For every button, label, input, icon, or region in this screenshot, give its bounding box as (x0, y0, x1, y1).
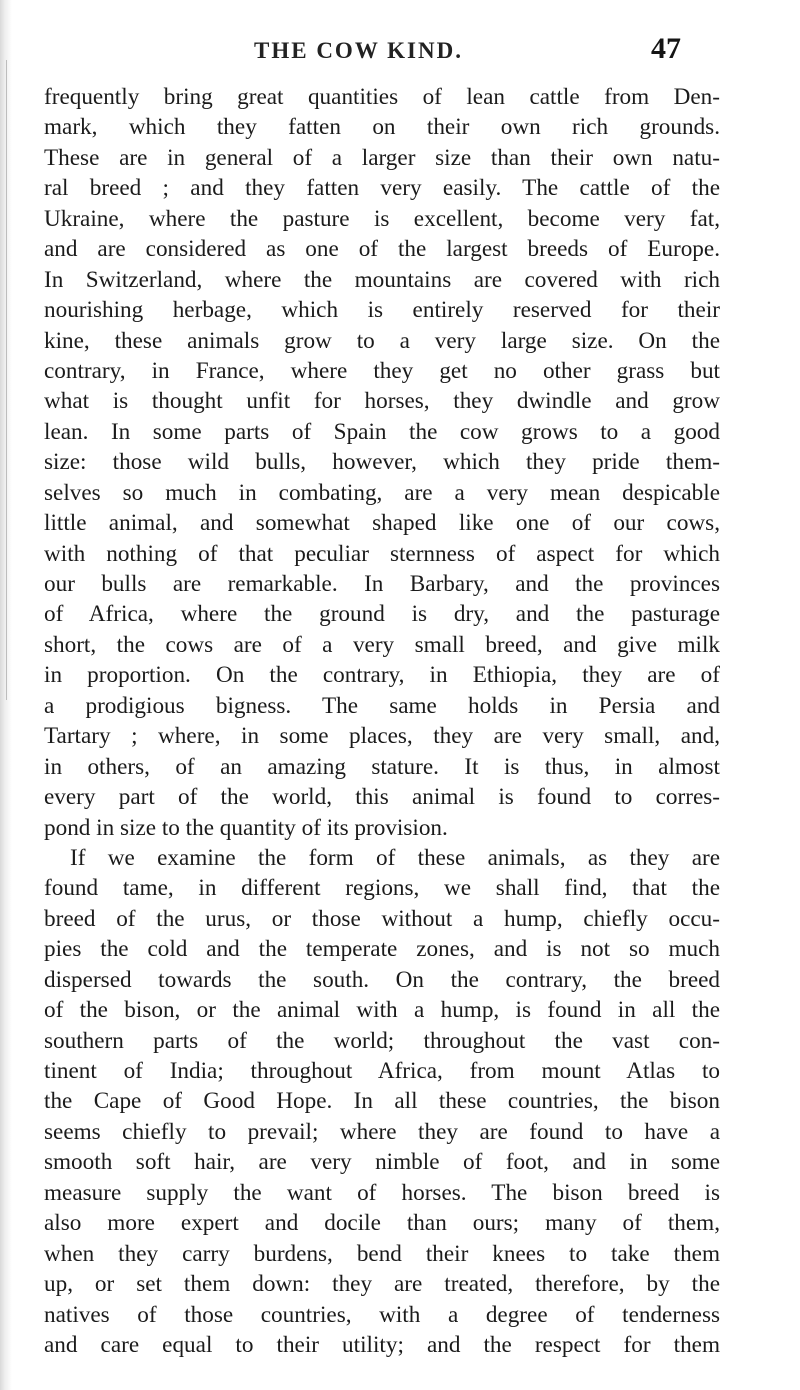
text-line: of the bison, or the animal with a hump, is found in all the (44, 997, 720, 1024)
text-line: natives of those countries, with a degree of tenderness (44, 1301, 720, 1328)
text-line: found tame, in different regions, we shall find, that the (44, 875, 720, 902)
text-line: seems chiefly to prevail; where they are found to have a (44, 1118, 720, 1145)
running-header-title: THE COW KIND. (254, 38, 463, 63)
text-line: These are in general of a larger size than their own natu- (44, 144, 720, 171)
text-line: selves so much in combating, are a very mean despicable (44, 479, 720, 506)
text-line: pies the cold and the temperate zones, and is not so much (44, 936, 720, 963)
text-line: nourishing herbage, which is entirely reserved for their (44, 297, 720, 324)
text-line: Ukraine, where the pasture is excellent, become very fat, (44, 205, 720, 232)
text-line: when they carry burdens, bend their knees to take them (44, 1240, 720, 1267)
text-line: size: those wild bulls, however, which they pride them- (44, 449, 720, 476)
text-line: dispersed towards the south. On the contrary, the breed (44, 966, 720, 993)
text-line: in others, of an amazing stature. It is thus, in almost (44, 753, 720, 780)
page-number: 47 (651, 32, 681, 65)
text-line: contrary, in France, where they get no other grass but (44, 357, 720, 384)
text-line: measure supply the want of horses. The bison breed is (44, 1179, 720, 1206)
text-line: frequently bring great quantities of lean cattle from Den- (44, 84, 720, 110)
scan-edge-shadow (0, 0, 12, 1390)
text-line: mark, which they fatten on their own rich grounds. (44, 114, 720, 141)
text-line: with nothing of that peculiar sternness of aspect for which (44, 540, 720, 567)
text-line: and care equal to their utility; and the respect for them (44, 1331, 720, 1358)
text-line: the Cape of Good Hope. In all these countries, the bison (44, 1088, 720, 1115)
text-line: our bulls are remarkable. In Barbary, and the provinces (44, 571, 720, 597)
text-line: Tartary ; where, in some places, they are very small, and, (44, 723, 720, 750)
text-line: up, or set them down: they are treated, therefore, by the (44, 1271, 720, 1298)
text-line: southern parts of the world; throughout the vast con- (44, 1027, 720, 1054)
text-line: and are considered as one of the largest breeds of Europe. (44, 236, 720, 263)
text-line: kine, these animals grow to a very large size. On the (44, 327, 720, 354)
text-line: short, the cows are of a very small breed, and give milk (44, 631, 720, 658)
text-line: what is thought unfit for horses, they dwindle and grow (44, 388, 720, 415)
text-line: also more expert and docile than ours; many of them, (44, 1210, 720, 1237)
text-line: pond in size to the quantity of its provision. (44, 814, 448, 841)
text-line: tinent of India; throughout Africa, from mount Atlas to (44, 1058, 720, 1084)
text-line: breed of the urus, or those without a hump, chiefly occu- (44, 905, 720, 932)
body-text (44, 82, 720, 1360)
text-line: of Africa, where the ground is dry, and the pasturage (44, 601, 720, 628)
text-line: ral breed ; and they fatten very easily. The cattle of the (44, 175, 720, 202)
running-header (0, 28, 800, 76)
text-line: little animal, and somewhat shaped like one of our cows, (44, 510, 720, 537)
text-line: smooth soft hair, are very nimble of foot, and in some (44, 1149, 720, 1176)
text-line: in proportion. On the contrary, in Ethiopia, they are of (44, 662, 720, 689)
text-line: If we examine the form of these animals, as they are (70, 844, 720, 871)
text-line: a prodigious bigness. The same holds in Persia and (44, 692, 720, 719)
text-line: In Switzerland, where the mountains are covered with rich (44, 266, 720, 293)
text-line: every part of the world, this animal is found to corres- (44, 784, 720, 811)
text-line: lean. In some parts of Spain the cow grows to a good (44, 418, 720, 445)
